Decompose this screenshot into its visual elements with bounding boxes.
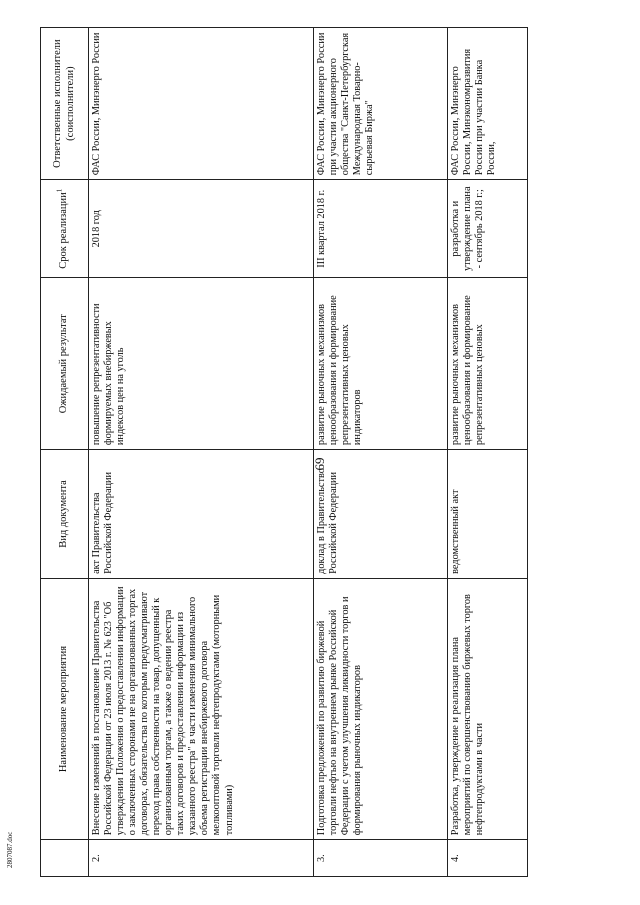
row-doc-type: ведомственный акт: [448, 450, 528, 579]
row-doc-type: акт Правительства Российской Федерации: [89, 450, 314, 579]
measures-table: [40, 27, 528, 877]
table-header-row: [41, 28, 89, 877]
row-term: разработка и утверждение плана - сентябрь 2018 г.;: [448, 180, 528, 278]
row-measure: Подготовка предложений по развитию биржевой торговли нефтью на внутреннем рынке Российской Федерации с учетом улучшения ликвидности торгов и формирования рыночных индикаторов: [314, 578, 448, 839]
row-term: 2018 год: [89, 180, 314, 278]
header-measure-name: Наименование мероприятия: [41, 578, 89, 839]
row-term: III квартал 2018 г.: [314, 180, 448, 278]
row-number: 3.: [314, 840, 448, 877]
row-result: развитие рыночных механизмов ценообразования и формирование репрезентативных ценовых индикаторов: [314, 278, 448, 450]
row-measure: Внесение изменений в постановление Правительства Российской Федерации от 23 июля 2013 г. № 623 "Об утверждении Положения о предоставлении информации о заключенных сторонами не на организованных торгах договорах, обязательства по которым предусматривают переход права собственности на товар, допущенный к организованным торгам, а также о ведении реестра таких договоров и предоставлении информации из указанного реестра" в части изменения минимального объема регистрации внебиржевого договора мелкооптовой торговли нефтепродуктами (моторными топливами): [89, 578, 314, 839]
table-row: [448, 28, 528, 877]
page-number: 69: [312, 457, 327, 471]
file-name-footer: 2807087.doc: [6, 831, 14, 868]
row-result: повышение репрезентативности формируемых внебиржевых индексов цен на уголь: [89, 278, 314, 450]
row-executors: ФАС России, Минэнерго России: [89, 28, 314, 180]
header-number: [41, 840, 89, 877]
row-result: развитие рыночных механизмов ценообразования и формирование репрезентативных ценовых: [448, 278, 528, 450]
table-row: [89, 28, 314, 877]
row-number: 2.: [89, 840, 314, 877]
row-number: 4.: [448, 840, 528, 877]
header-document-type: Вид документа: [41, 450, 89, 579]
row-executors: ФАС России, Минэнерго России, Минэкономразвития России при участии Банка России,: [448, 28, 528, 180]
header-term: Срок реализации$^1$: [41, 180, 89, 278]
row-measure: Разработка, утверждение и реализация плана мероприятий по совершенствованию биржевых торгов нефтепродуктами в части: [448, 578, 528, 839]
header-executors: Ответственные исполнители (соисполнители): [41, 28, 89, 180]
header-expected-result: Ожидаемый результат: [41, 278, 89, 450]
table-row: [314, 28, 448, 877]
row-doc-type: доклад в Правительство Российской Федерации: [314, 450, 448, 579]
row-executors: ФАС России, Минэнерго России при участии акционерного общества "Санкт-Петербургская Международная Товарно-сырьевая Биржа": [314, 28, 448, 180]
